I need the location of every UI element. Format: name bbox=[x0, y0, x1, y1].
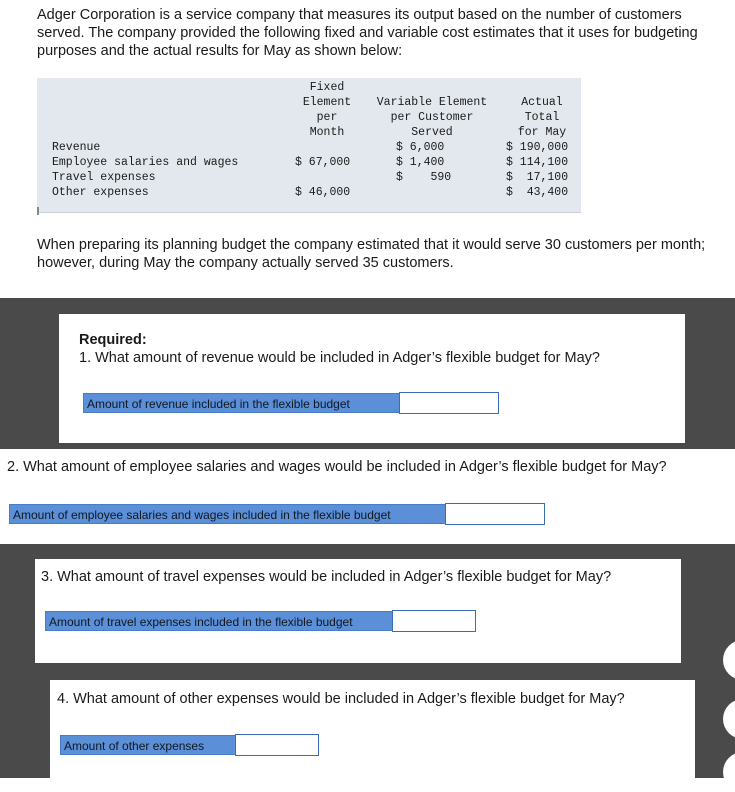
cost-estimates-table bbox=[37, 78, 581, 213]
question-4-text: 4. What amount of other expenses would be included in Adger’s flexible budget for May? bbox=[57, 691, 625, 707]
cell-travel-actual: $ 17,100 bbox=[506, 171, 569, 184]
question-card-1 bbox=[59, 314, 685, 443]
row-label-travel: Travel expenses bbox=[52, 171, 156, 184]
answer-label-salaries: Amount of employee salaries and wages included in the flexible budget bbox=[9, 504, 446, 524]
cell-salaries-variable: $ 1,400 bbox=[396, 156, 445, 169]
required-heading: Required: bbox=[79, 332, 147, 348]
cell-salaries-actual: $ 114,100 bbox=[506, 156, 569, 169]
answer-label-other: Amount of other expenses bbox=[60, 735, 236, 755]
cell-revenue-variable: $ 6,000 bbox=[396, 141, 445, 154]
row-label-revenue: Revenue bbox=[52, 141, 101, 154]
question-card-2 bbox=[0, 449, 735, 544]
cell-other-fixed: $ 46,000 bbox=[295, 186, 351, 199]
question-2-text: 2. What amount of employee salaries and wages would be included in Adger’s flexible budget for May? bbox=[7, 459, 667, 475]
answer-label-revenue: Amount of revenue included in the flexible budget bbox=[83, 393, 400, 413]
question-3-text: 3. What amount of travel expenses would be included in Adger’s flexible budget for May? bbox=[41, 569, 612, 585]
cell-other-actual: $ 43,400 bbox=[506, 186, 569, 199]
cell-travel-variable: $ 590 bbox=[396, 171, 452, 184]
cell-salaries-fixed: $ 67,000 bbox=[295, 156, 351, 169]
question-card-4 bbox=[50, 680, 695, 778]
table-corner-mark bbox=[37, 207, 39, 215]
row-label-other: Other expenses bbox=[52, 186, 149, 199]
planning-paragraph: When preparing its planning budget the company estimated that it would serve 30 customers per month; however, during May the company actually served 35 customers. bbox=[37, 237, 706, 271]
header-variable-element: Variable Element per Customer Served bbox=[376, 96, 488, 139]
header-fixed-element: Fixed Element per Month bbox=[302, 81, 352, 139]
question-1-text: 1. What amount of revenue would be included in Adger’s flexible budget for May? bbox=[79, 350, 600, 366]
cell-revenue-actual: $ 190,000 bbox=[506, 141, 569, 154]
row-label-salaries: Employee salaries and wages bbox=[52, 156, 239, 169]
other-expenses-input[interactable] bbox=[235, 734, 319, 756]
intro-paragraph: Adger Corporation is a service company that measures its output based on the number of customers served. The company provided the following fixed and variable cost estimates that it uses for budgeting purposes and the actual results for May as shown below: bbox=[37, 7, 698, 59]
revenue-input[interactable] bbox=[399, 392, 499, 414]
header-actual-total: Actual Total for May bbox=[517, 96, 567, 139]
travel-input[interactable] bbox=[392, 610, 476, 632]
question-card-3 bbox=[35, 559, 681, 663]
salaries-input[interactable] bbox=[445, 503, 545, 525]
answer-label-travel: Amount of travel expenses included in the flexible budget bbox=[45, 611, 393, 631]
